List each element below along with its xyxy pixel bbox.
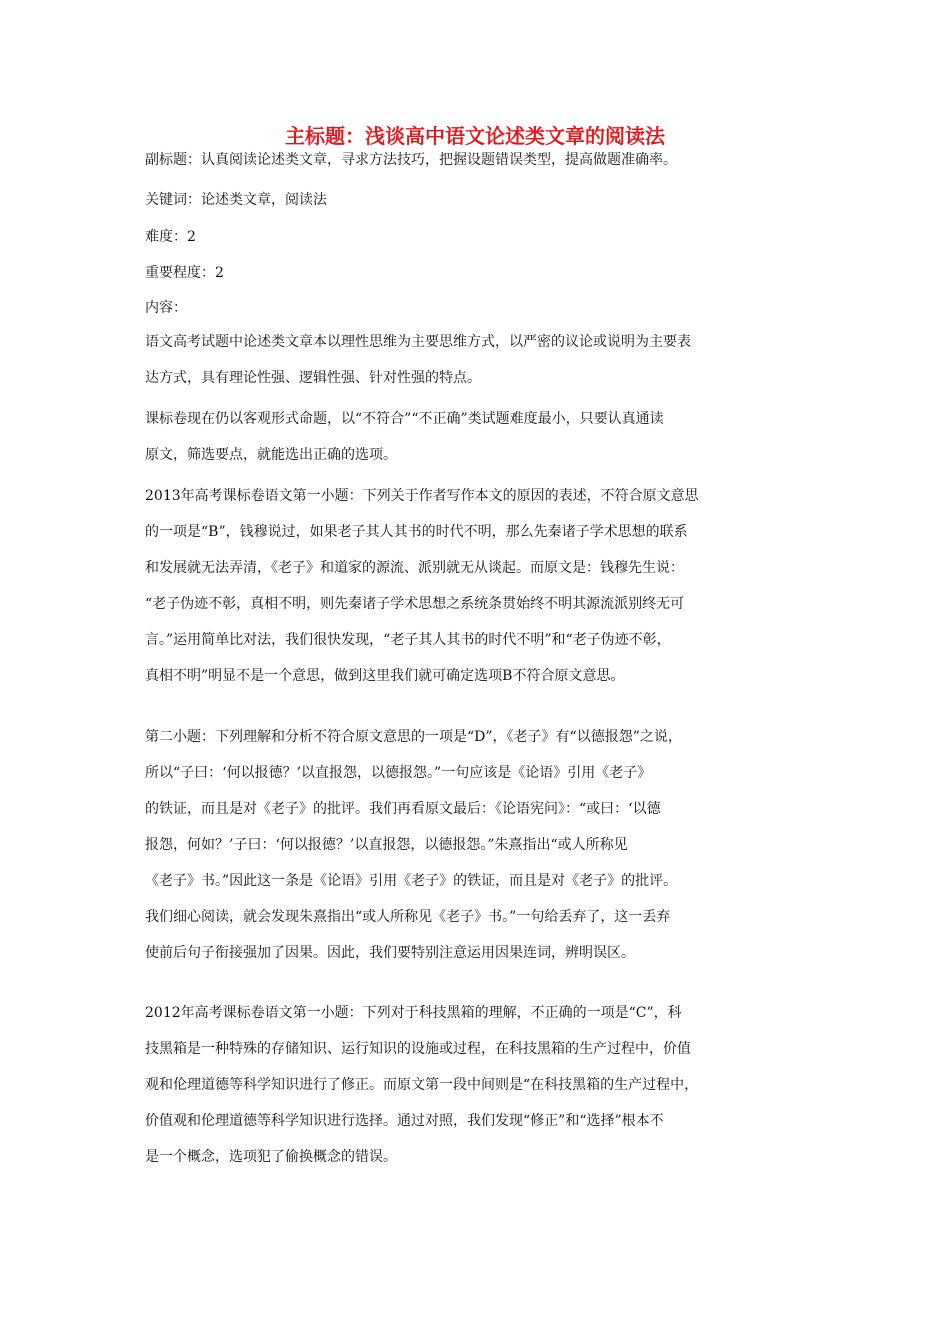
content-label: 内容：	[145, 300, 187, 316]
paragraph-line: 报怨，何如？’子曰：‘何以报德？’以直报怨，以德报怨。”朱熹指出“或人所称见	[145, 837, 628, 853]
paragraph-line: 达方式，具有理论性强、逻辑性强、针对性强的特点。	[145, 370, 481, 386]
paragraph-line: 观和伦理道德等科学知识进行了修正。而原文第一段中间则是“在科技黑箱的生产过程中，	[145, 1077, 699, 1093]
paragraph-line: 和发展就无法弄清，《老子》和道家的源流、派别就无从谈起。而原文是：钱穆先生说：	[145, 560, 684, 576]
paragraph-line: 使前后句子衔接强加了因果。因此，我们要特别注意运用因果连词，辨明误区。	[145, 945, 635, 961]
paragraph-line: 技黑箱是一种特殊的存储知识、运行知识的设施或过程，在科技黑箱的生产过程中，价值	[145, 1041, 691, 1057]
subtitle: 副标题：认真阅读论述类文章，寻求方法技巧，把握设题错误类型，提高做题准确率。	[145, 152, 677, 168]
paragraph-3	[145, 478, 805, 694]
main-title: 主标题：浅谈高中语文论述类文章的阅读法	[285, 124, 665, 148]
paragraph-line: 课标卷现在仍以客观形式命题，以“不符合”“不正确”类试题难度最小，只要认真通读	[145, 411, 664, 427]
difficulty: 难度：2	[145, 229, 196, 245]
keywords: 关键词：论述类文章，阅读法	[145, 192, 327, 208]
paragraph-line: “老子伪迹不彰，真相不明，则先秦诸子学术思想之系统条贯始终不明其源流派别终无可	[145, 596, 685, 612]
importance: 重要程度：2	[145, 265, 224, 281]
paragraph-line: 所以“子曰：‘何以报德？’以直报怨，以德报怨。”一句应该是《论语》引用《老子》	[145, 765, 652, 781]
paragraph-line: 2012年高考课标卷语文第一小题：下列对于科技黑箱的理解，不正确的一项是“C”，科	[145, 1005, 682, 1021]
paragraph-4	[145, 719, 805, 971]
paragraph-line: 是一个概念，选项犯了偷换概念的错误。	[145, 1149, 397, 1165]
paragraph-5	[145, 995, 805, 1175]
paragraph-line: 的一项是“B”，钱穆说过，如果老子其人其书的时代不明，那么先秦诸子学术思想的联系	[145, 524, 688, 540]
paragraph-line: 真相不明”明显不是一个意思，做到这里我们就可确定选项B不符合原文意思。	[145, 668, 625, 684]
paragraph-line: 语文高考试题中论述类文章本以理性思维为主要思维方式，以严密的议论或说明为主要表	[145, 334, 691, 350]
paragraph-line: 《老子》书。”因此这一条是《论语》引用《老子》的铁证，而且是对《老子》的批评。	[145, 873, 678, 889]
paragraph-line: 价值观和伦理道德等科学知识进行选择。通过对照，我们发现“修正”和“选择”根本不	[145, 1113, 664, 1129]
paragraph-line: 第二小题：下列理解和分析不符合原文意思的一项是“D”，《老子》有“以德报怨”之说，	[145, 729, 682, 745]
paragraph-2	[145, 401, 805, 473]
paragraph-line: 2013年高考课标卷语文第一小题：下列关于作者写作本文的原因的表述，不符合原文意思	[145, 488, 699, 504]
paragraph-line: 言。”运用简单比对法，我们很快发现，“老子其人其书的时代不明”和“老子伪迹不彰，	[145, 632, 671, 648]
paragraph-line: 原文，筛选要点，就能选出正确的选项。	[145, 447, 397, 463]
paragraph-line: 的铁证，而且是对《老子》的批评。我们再看原文最后：《论语宪问》：“或曰：‘以德	[145, 801, 661, 817]
paragraph-1	[145, 324, 805, 396]
paragraph-line: 我们细心阅读，就会发现朱熹指出“或人所称见《老子》书。”一句给丢弃了，这一丢弃	[145, 909, 671, 925]
